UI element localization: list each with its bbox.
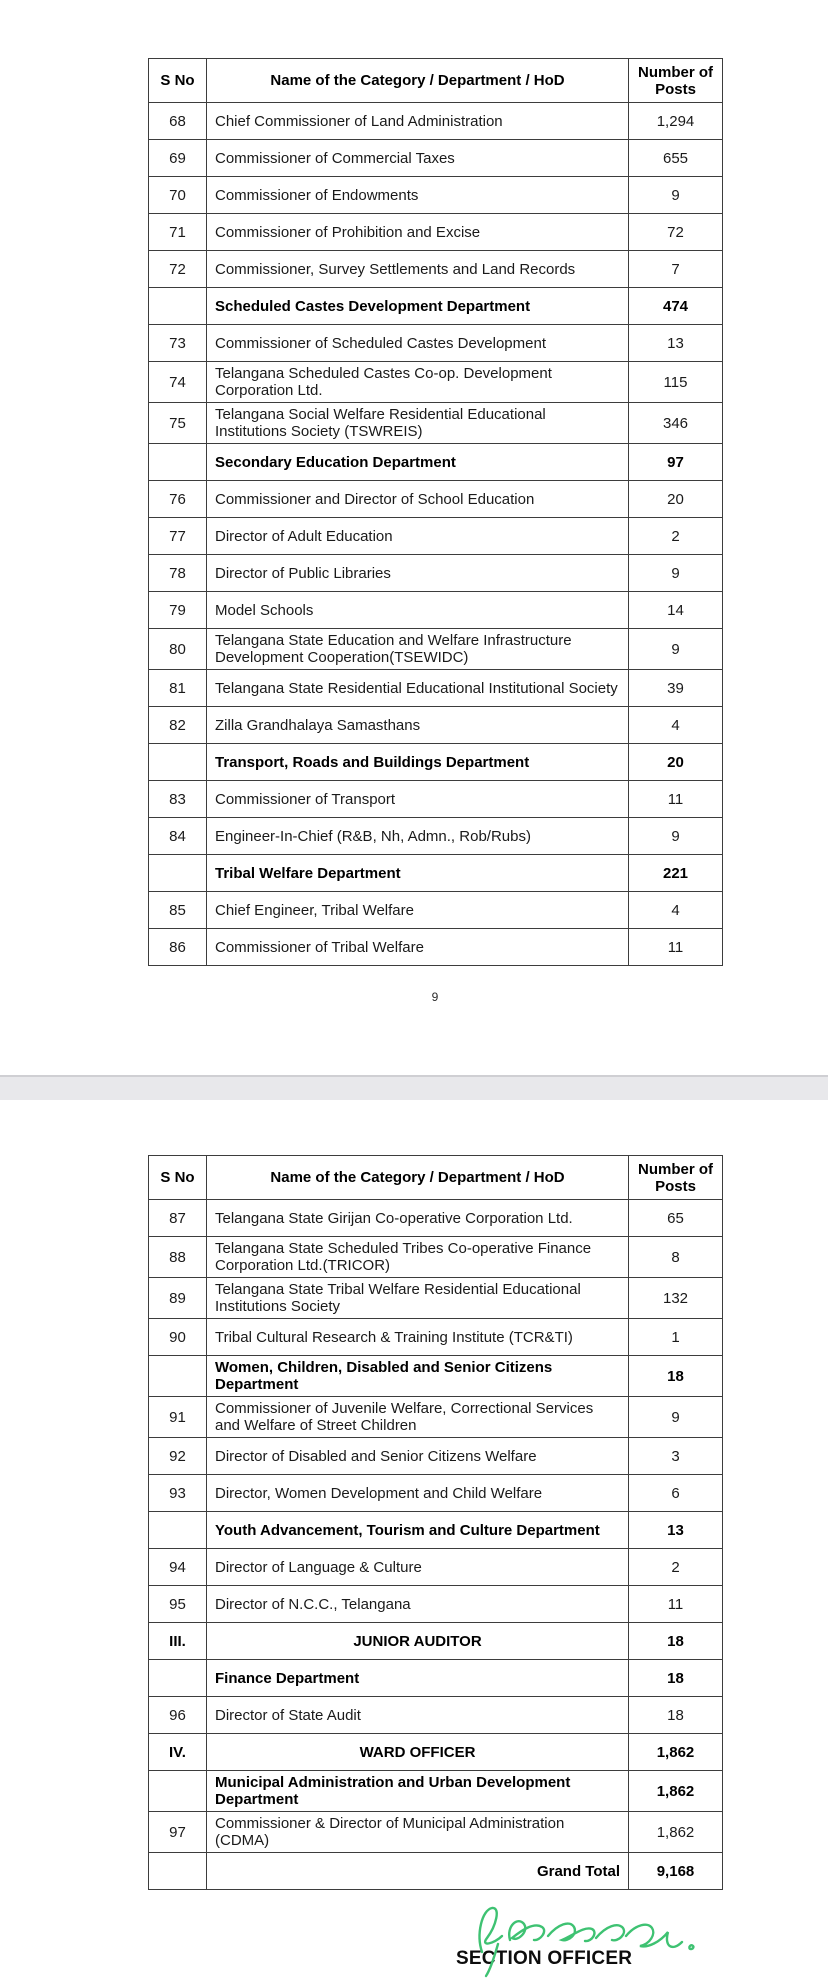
page-folio-number: 9 [431, 990, 439, 1004]
cell-name: Tribal Cultural Research & Training Institute (TCR&TI) [207, 1319, 629, 1356]
table-row [149, 518, 723, 555]
table-row [149, 325, 723, 362]
table-row [149, 1356, 723, 1397]
cell-name: Director of N.C.C., Telangana [207, 1586, 629, 1623]
table-row [149, 629, 723, 670]
cell-posts: 9 [629, 1397, 723, 1438]
cell-s-no: 90 [149, 1319, 207, 1356]
table-row [149, 1697, 723, 1734]
cell-posts: 11 [629, 929, 723, 966]
cell-posts: 1,294 [629, 103, 723, 140]
cell-posts: 115 [629, 362, 723, 403]
cell-s-no: 71 [149, 214, 207, 251]
cell-s-no: 77 [149, 518, 207, 555]
table-row [149, 288, 723, 325]
table-row [149, 555, 723, 592]
table-row [149, 481, 723, 518]
table-row [149, 177, 723, 214]
table-row [149, 251, 723, 288]
cell-name: Commissioner of Commercial Taxes [207, 140, 629, 177]
signature-block [438, 1900, 718, 1984]
table-row [149, 1512, 723, 1549]
cell-s-no: 70 [149, 177, 207, 214]
cell-posts: 11 [629, 1586, 723, 1623]
cell-posts: 20 [629, 481, 723, 518]
cell-name: Commissioner of Prohibition and Excise [207, 214, 629, 251]
posts-table-page-10 [148, 1155, 723, 1890]
cell-s-no: 69 [149, 140, 207, 177]
cell-posts: 20 [629, 744, 723, 781]
table-row [149, 670, 723, 707]
cell-name: Telangana State Education and Welfare Infrastructure Development Cooperation(TSEWIDC) [207, 629, 629, 670]
cell-name: Engineer-In-Chief (R&B, Nh, Admn., Rob/Rubs) [207, 818, 629, 855]
table-row [149, 1200, 723, 1237]
cell-s-no: 76 [149, 481, 207, 518]
cell-s-no: 75 [149, 403, 207, 444]
cell-posts: 14 [629, 592, 723, 629]
cell-posts: 97 [629, 444, 723, 481]
cell-posts: 11 [629, 781, 723, 818]
cell-posts: 655 [629, 140, 723, 177]
cell-s-no: 80 [149, 629, 207, 670]
cell-name: Commissioner of Endowments [207, 177, 629, 214]
cell-name: Model Schools [207, 592, 629, 629]
cell-name: Telangana Social Welfare Residential Educational Institutions Society (TSWREIS) [207, 403, 629, 444]
cell-s-no: 72 [149, 251, 207, 288]
cell-s-no: 96 [149, 1697, 207, 1734]
cell-name: Director of State Audit [207, 1697, 629, 1734]
cell-posts: 8 [629, 1237, 723, 1278]
cell-name: Municipal Administration and Urban Development Department [207, 1771, 629, 1812]
cell-s-no [149, 1660, 207, 1697]
cell-posts: 4 [629, 707, 723, 744]
cell-name: Chief Commissioner of Land Administration [207, 103, 629, 140]
table-row [149, 444, 723, 481]
signature-icon [468, 1900, 708, 1978]
cell-name: Director of Adult Education [207, 518, 629, 555]
cell-name: Director of Public Libraries [207, 555, 629, 592]
table-row [149, 1549, 723, 1586]
cell-s-no: III. [149, 1623, 207, 1660]
header-row [149, 59, 723, 103]
header-name: Name of the Category / Department / HoD [207, 1156, 629, 1200]
cell-name: Director of Disabled and Senior Citizens Welfare [207, 1438, 629, 1475]
cell-s-no: 79 [149, 592, 207, 629]
cell-posts: 346 [629, 403, 723, 444]
cell-s-no [149, 855, 207, 892]
cell-name: Youth Advancement, Tourism and Culture Department [207, 1512, 629, 1549]
cell-s-no: 87 [149, 1200, 207, 1237]
table-row [149, 1278, 723, 1319]
table-row [149, 1771, 723, 1812]
table-row [149, 1660, 723, 1697]
cell-name: Commissioner of Tribal Welfare [207, 929, 629, 966]
cell-posts: 2 [629, 518, 723, 555]
table-row [149, 362, 723, 403]
cell-posts: 9 [629, 177, 723, 214]
cell-posts: 18 [629, 1623, 723, 1660]
cell-name: JUNIOR AUDITOR [207, 1623, 629, 1660]
cell-name: Director of Language & Culture [207, 1549, 629, 1586]
cell-s-no: 88 [149, 1237, 207, 1278]
table-row [149, 592, 723, 629]
cell-name: Transport, Roads and Buildings Department [207, 744, 629, 781]
table-row [149, 1734, 723, 1771]
cell-s-no: 68 [149, 103, 207, 140]
cell-posts: 9,168 [629, 1853, 723, 1890]
header-s-no: S No [149, 59, 207, 103]
cell-s-no [149, 744, 207, 781]
header-name: Name of the Category / Department / HoD [207, 59, 629, 103]
cell-s-no: 83 [149, 781, 207, 818]
cell-s-no: 73 [149, 325, 207, 362]
cell-posts: 65 [629, 1200, 723, 1237]
cell-name: Zilla Grandhalaya Samasthans [207, 707, 629, 744]
cell-s-no: 91 [149, 1397, 207, 1438]
cell-s-no: 82 [149, 707, 207, 744]
table-row [149, 1853, 723, 1890]
cell-posts: 9 [629, 629, 723, 670]
cell-s-no: 92 [149, 1438, 207, 1475]
table-row [149, 1475, 723, 1512]
cell-s-no: 85 [149, 892, 207, 929]
table-row [149, 1319, 723, 1356]
cell-posts: 18 [629, 1356, 723, 1397]
table-row [149, 781, 723, 818]
cell-name: Women, Children, Disabled and Senior Citizens Department [207, 1356, 629, 1397]
cell-posts: 1 [629, 1319, 723, 1356]
cell-name: Commissioner of Scheduled Castes Development [207, 325, 629, 362]
header-s-no: S No [149, 1156, 207, 1200]
cell-s-no: 94 [149, 1549, 207, 1586]
posts-table-page-9 [148, 58, 723, 966]
cell-posts: 474 [629, 288, 723, 325]
cell-name: Telangana State Tribal Welfare Residential Educational Institutions Society [207, 1278, 629, 1319]
cell-s-no: 81 [149, 670, 207, 707]
cell-s-no: 74 [149, 362, 207, 403]
table-row [149, 929, 723, 966]
table-row [149, 1623, 723, 1660]
cell-name: Tribal Welfare Department [207, 855, 629, 892]
cell-s-no: 78 [149, 555, 207, 592]
cell-posts: 1,862 [629, 1771, 723, 1812]
cell-name: Grand Total [207, 1853, 629, 1890]
cell-name: Telangana State Scheduled Tribes Co-operative Finance Corporation Ltd.(TRICOR) [207, 1237, 629, 1278]
table-row [149, 1237, 723, 1278]
cell-name: Commissioner of Transport [207, 781, 629, 818]
cell-name: Secondary Education Department [207, 444, 629, 481]
cell-posts: 72 [629, 214, 723, 251]
cell-s-no: 84 [149, 818, 207, 855]
cell-posts: 39 [629, 670, 723, 707]
cell-posts: 1,862 [629, 1734, 723, 1771]
cell-posts: 7 [629, 251, 723, 288]
cell-posts: 13 [629, 1512, 723, 1549]
cell-posts: 2 [629, 1549, 723, 1586]
cell-s-no [149, 1512, 207, 1549]
cell-s-no: 89 [149, 1278, 207, 1319]
header-row [149, 1156, 723, 1200]
table-row [149, 818, 723, 855]
cell-s-no: 95 [149, 1586, 207, 1623]
table-row [149, 1397, 723, 1438]
cell-s-no [149, 1771, 207, 1812]
cell-s-no: 93 [149, 1475, 207, 1512]
cell-s-no [149, 288, 207, 325]
table-row [149, 855, 723, 892]
cell-posts: 3 [629, 1438, 723, 1475]
cell-s-no: 97 [149, 1812, 207, 1853]
cell-posts: 4 [629, 892, 723, 929]
cell-name: Commissioner & Director of Municipal Administration (CDMA) [207, 1812, 629, 1853]
cell-name: Commissioner, Survey Settlements and Land Records [207, 251, 629, 288]
cell-s-no [149, 1853, 207, 1890]
table-row [149, 707, 723, 744]
cell-name: Scheduled Castes Development Department [207, 288, 629, 325]
cell-name: Commissioner of Juvenile Welfare, Correctional Services and Welfare of Street Children [207, 1397, 629, 1438]
pdf-page-10 [0, 1100, 828, 1984]
cell-name: Telangana State Girijan Co-operative Corporation Ltd. [207, 1200, 629, 1237]
table-row [149, 214, 723, 251]
cell-s-no: 86 [149, 929, 207, 966]
table-row [149, 403, 723, 444]
header-posts: Number of Posts [629, 1156, 723, 1200]
section-officer-label: SECTION OFFICER [456, 1948, 633, 1969]
cell-posts: 13 [629, 325, 723, 362]
table-row [149, 1812, 723, 1853]
cell-posts: 1,862 [629, 1812, 723, 1853]
cell-s-no: IV. [149, 1734, 207, 1771]
cell-s-no [149, 1356, 207, 1397]
cell-posts: 6 [629, 1475, 723, 1512]
cell-name: Telangana Scheduled Castes Co-op. Development Corporation Ltd. [207, 362, 629, 403]
cell-name: Finance Department [207, 1660, 629, 1697]
table-row [149, 892, 723, 929]
cell-name: WARD OFFICER [207, 1734, 629, 1771]
cell-posts: 9 [629, 555, 723, 592]
cell-name: Commissioner and Director of School Education [207, 481, 629, 518]
cell-name: Chief Engineer, Tribal Welfare [207, 892, 629, 929]
table-row [149, 1438, 723, 1475]
table-row [149, 103, 723, 140]
cell-posts: 18 [629, 1697, 723, 1734]
cell-s-no [149, 444, 207, 481]
header-posts: Number of Posts [629, 59, 723, 103]
page-separator [0, 1075, 828, 1100]
table-row [149, 1586, 723, 1623]
cell-posts: 132 [629, 1278, 723, 1319]
table-row [149, 744, 723, 781]
cell-name: Director, Women Development and Child Welfare [207, 1475, 629, 1512]
table-row [149, 140, 723, 177]
cell-name: Telangana State Residential Educational Institutional Society [207, 670, 629, 707]
cell-posts: 221 [629, 855, 723, 892]
cell-posts: 9 [629, 818, 723, 855]
cell-posts: 18 [629, 1660, 723, 1697]
